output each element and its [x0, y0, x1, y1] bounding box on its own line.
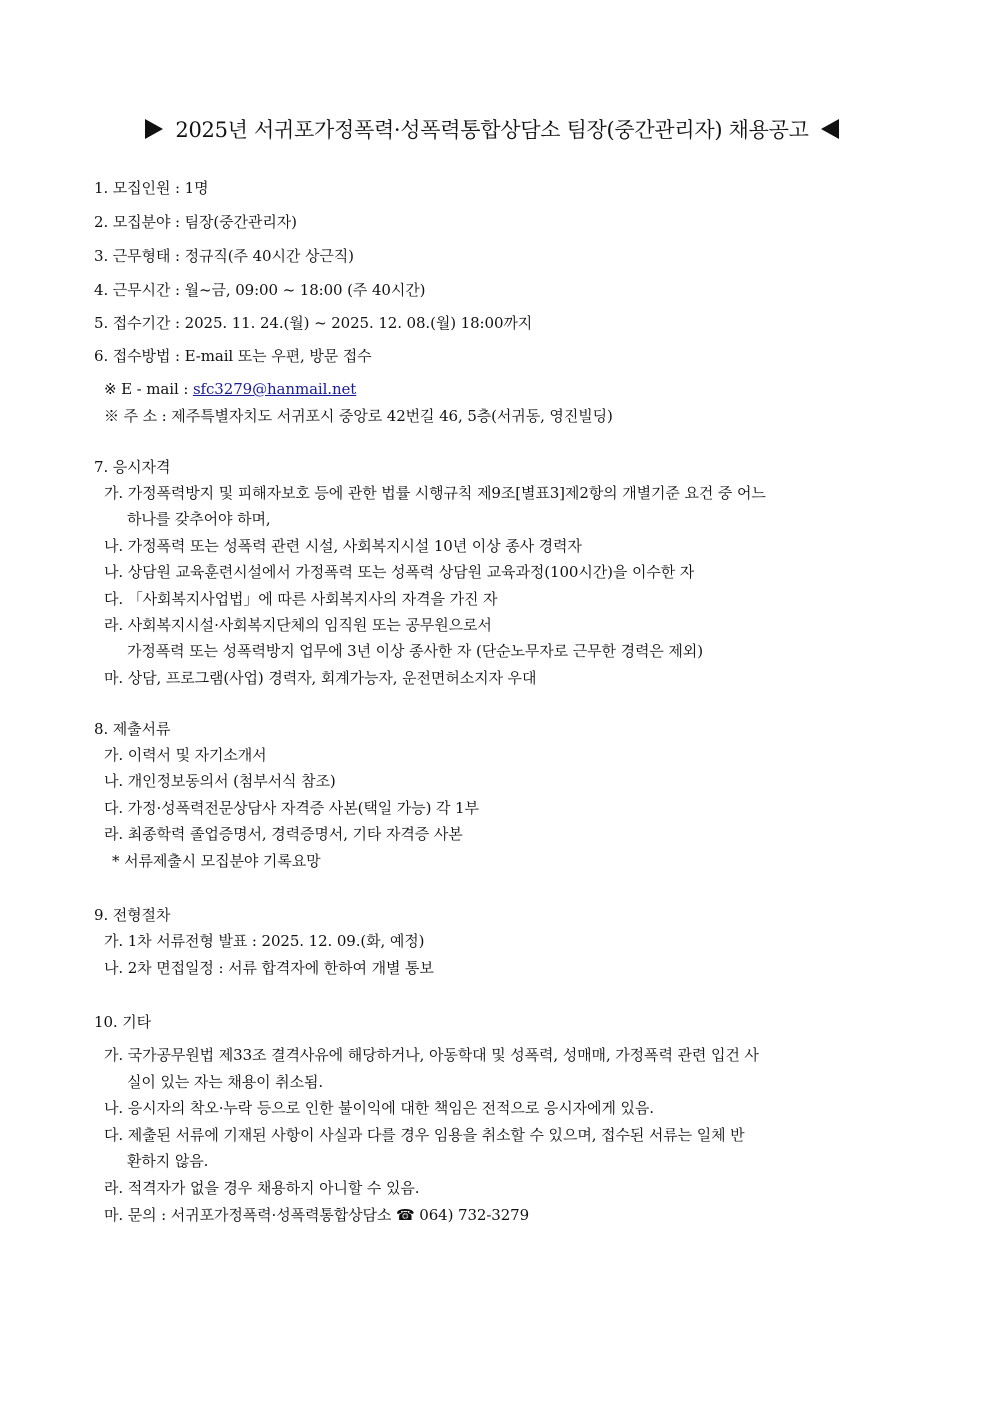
- right-triangle-icon: [145, 119, 163, 139]
- qualification-ra: 라. 사회복지시설·사회복지단체의 임직원 또는 공무원으로서: [104, 616, 492, 634]
- etc-na: 나. 응시자의 착오·누락 등으로 인한 불이익에 대한 책임은 전적으로 응시자에게 있음.: [104, 1099, 654, 1117]
- email-label: ※ E - mail :: [104, 380, 193, 398]
- documents-na: 나. 개인정보동의서 (첨부서식 참조): [104, 772, 336, 790]
- documents-ga: 가. 이력서 및 자기소개서: [104, 746, 267, 764]
- etc-heading: 10. 기타: [94, 1013, 152, 1031]
- procedure-heading: 9. 전형절차: [94, 906, 171, 924]
- address-line: ※ 주 소 : 제주특별자치도 서귀포시 중앙로 42번길 46, 5층(서귀동, 영진빌딩): [104, 407, 613, 425]
- etc-da-cont: 환하지 않음.: [127, 1152, 209, 1170]
- contact-label: 마. 문의 : 서귀포가정폭력·성폭력통합상담소: [104, 1206, 396, 1224]
- email-link[interactable]: sfc3279@hanmail.net: [192, 380, 357, 398]
- contact-phone: 064) 732-3279: [414, 1206, 530, 1224]
- email-line: [104, 379, 356, 399]
- qualification-ra-cont: 가정폭력 또는 성폭력방지 업무에 3년 이상 종사한 자 (단순노무자로 근무한 경력은 제외): [127, 642, 703, 660]
- application-method: 6. 접수방법 : E-mail 또는 우편, 방문 접수: [94, 347, 372, 365]
- etc-da: 다. 제출된 서류에 기재된 사항이 사실과 다를 경우 임용을 취소할 수 있으며, 접수된 서류는 일체 반: [104, 1126, 745, 1144]
- qualification-ga-cont: 하나를 갖추어야 하며,: [127, 510, 271, 528]
- qualification-da: 다. 「사회복지사업법」에 따른 사회복지사의 자격을 가진 자: [104, 590, 498, 608]
- work-hours: 4. 근무시간 : 월~금, 09:00 ~ 18:00 (주 40시간): [94, 281, 426, 299]
- application-period: 5. 접수기간 : 2025. 11. 24.(월) ~ 2025. 12. 08.(월) 18:00까지: [94, 314, 533, 332]
- qualification-ma: 마. 상담, 프로그램(사업) 경력자, 회계가능자, 운전면허소지자 우대: [104, 669, 537, 687]
- etc-ma: [104, 1205, 529, 1225]
- recruit-count: 1. 모집인원 : 1명: [94, 179, 209, 197]
- documents-note: * 서류제출시 모집분야 기록요망: [112, 852, 321, 870]
- documents-da: 다. 가정·성폭력전문상담사 자격증 사본(택일 가능) 각 1부: [104, 799, 479, 817]
- qualification-na-1: 나. 가정폭력 또는 성폭력 관련 시설, 사회복지시설 10년 이상 종사 경력자: [104, 537, 582, 555]
- qualification-ga: 가. 가정폭력방지 및 피해자보호 등에 관한 법률 시행규칙 제9조[별표3]제2항의 개별기준 요건 중 어느: [104, 484, 766, 502]
- qualification-na-2: 나. 상담원 교육훈련시설에서 가정폭력 또는 성폭력 상담원 교육과정(100시간)을 이수한 자: [104, 563, 695, 581]
- documents-ra: 라. 최종학력 졸업증명서, 경력증명서, 기타 자격증 사본: [104, 825, 463, 843]
- documents-heading: 8. 제출서류: [94, 720, 171, 738]
- left-triangle-icon: [821, 119, 839, 139]
- procedure-ga: 가. 1차 서류전형 발표 : 2025. 12. 09.(화, 예정): [104, 932, 425, 950]
- recruit-field: 2. 모집분야 : 팀장(중간관리자): [94, 213, 297, 231]
- etc-ga: 가. 국가공무원법 제33조 결격사유에 해당하거나, 아동학대 및 성폭력, 성매매, 가정폭력 관련 입건 사: [104, 1046, 759, 1064]
- employment-type: 3. 근무형태 : 정규직(주 40시간 상근직): [94, 247, 354, 265]
- announcement-title: 2025년 서귀포가정폭력·성폭력통합상담소 팀장(중간관리자) 채용공고: [175, 118, 809, 142]
- phone-icon: ☎: [395, 1206, 415, 1224]
- announcement-title-row: [92, 112, 892, 146]
- etc-ra: 라. 적격자가 없을 경우 채용하지 아니할 수 있음.: [104, 1179, 420, 1197]
- etc-ga-cont: 실이 있는 자는 채용이 취소됨.: [127, 1073, 324, 1091]
- qualification-heading: 7. 응시자격: [94, 458, 171, 476]
- procedure-na: 나. 2차 면접일정 : 서류 합격자에 한하여 개별 통보: [104, 959, 434, 977]
